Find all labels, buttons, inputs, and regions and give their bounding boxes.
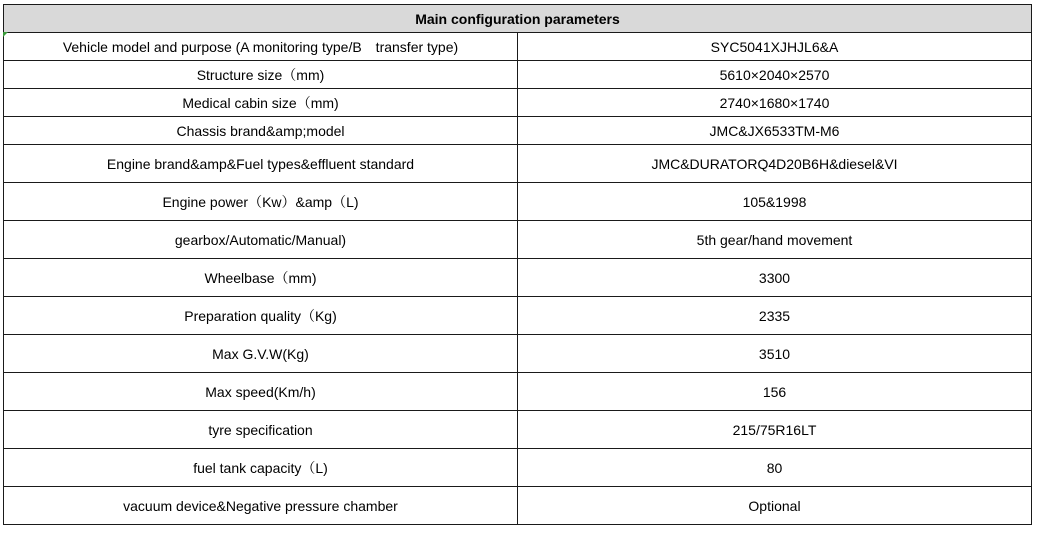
table-row [4,297,1032,335]
row-value: 215/75R16LT [518,411,1032,449]
spec-table [3,4,1032,525]
table-row [4,259,1032,297]
row-value: 80 [518,449,1032,487]
row-value: 105&1998 [518,183,1032,221]
table-row [4,373,1032,411]
row-label: Max speed(Km/h) [4,373,518,411]
row-label: Preparation quality（Kg) [4,297,518,335]
table-row [4,221,1032,259]
row-label: Medical cabin size（mm) [4,89,518,117]
table-row [4,411,1032,449]
row-label: vacuum device&Negative pressure chamber [4,487,518,525]
row-label: tyre specification [4,411,518,449]
table-row [4,33,1032,61]
row-value: 5th gear/hand movement [518,221,1032,259]
row-label: Wheelbase（mm) [4,259,518,297]
table-row [4,61,1032,89]
table-row [4,449,1032,487]
table-row [4,335,1032,373]
row-value: 2335 [518,297,1032,335]
table-row [4,117,1032,145]
row-value: JMC&DURATORQ4D20B6H&diesel&VI [518,145,1032,183]
table-row [4,183,1032,221]
table-title: Main configuration parameters [4,5,1032,33]
row-value: 2740×1680×1740 [518,89,1032,117]
row-value: Optional [518,487,1032,525]
row-value: 156 [518,373,1032,411]
row-label: Structure size（mm) [4,61,518,89]
row-value: 3510 [518,335,1032,373]
row-value: JMC&JX6533TM-M6 [518,117,1032,145]
table-row [4,89,1032,117]
table-header-row [4,5,1032,33]
cell-error-indicator-icon [3,32,8,37]
row-label: Chassis brand&amp;model [4,117,518,145]
table-row [4,145,1032,183]
row-label: Engine brand&amp&Fuel types&effluent standard [4,145,518,183]
row-label: Max G.V.W(Kg) [4,335,518,373]
row-value: 3300 [518,259,1032,297]
table-row [4,487,1032,525]
row-value: SYC5041XJHJL6&A [518,33,1032,61]
row-label: gearbox/Automatic/Manual) [4,221,518,259]
row-label: Engine power（Kw）&amp（L) [4,183,518,221]
row-value: 5610×2040×2570 [518,61,1032,89]
row-label: Vehicle model and purpose (A monitoring type/B transfer type) [4,33,518,61]
row-label: fuel tank capacity（L) [4,449,518,487]
spec-table-container [3,4,1032,525]
